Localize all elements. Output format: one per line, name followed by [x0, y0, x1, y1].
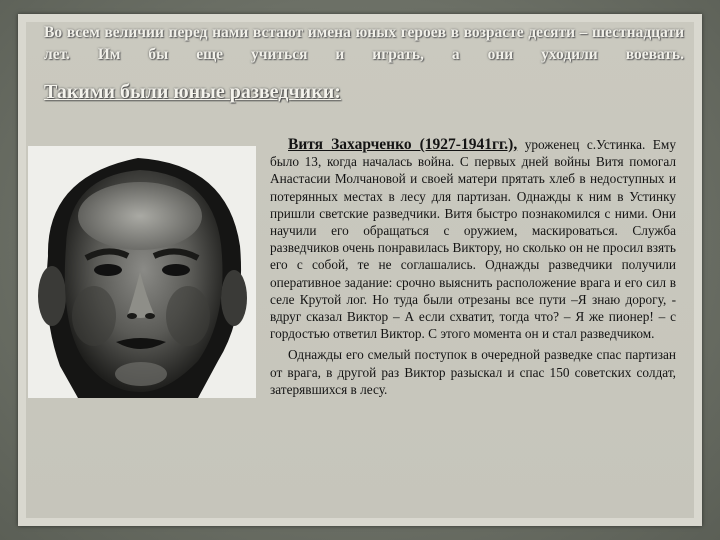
portrait-image	[28, 146, 256, 398]
hero-name: Витя Захарченко (1927-1941гг.),	[288, 136, 518, 153]
intro-heading: Во всем величии перед нами встают имена юных героев в возрасте десяти – шестнадцати лет. Им бы еще учиться и играть, а они уходили воевать.	[44, 24, 684, 63]
section-subtitle: Такими были юные разведчики:	[44, 81, 341, 103]
biography-paragraph-2: Однажды его смелый поступок в очередной разведке спас партизан от врага, в другой раз Виктор разыскал и спас 150 советских солдат, затерявшихся в лесу.	[270, 347, 676, 397]
portrait-photo	[28, 146, 256, 398]
biography-paragraph-1-body: уроженец с.Устинка. Ему было 13, когда началась война. С первых дней войны Витя помогал Анастасии Молчановой и своей матери прятать хлеб в недоступных и потерянных местах в лесу для партизан. Однажды к ним в Устинку пришли светские разведчики. Витя быстро познакомился с ними. Они научили его обращаться с оружием, маскироваться. Служба разведчиков очень понравилась Виктору, но сколько он не просил взять его с собой, те не соглашались. Однажды разведчики получили оперативное задание: срочно выяснить расположение врага и его сил в селе Крутой лог. Но туда были отрезаны все пути –Я знаю дорогу, - вдруг сказал Виктор – А если схватит, тогда что? – Я же пионер! – с гордостью ответил Виктор. С этого момента он и стал разведчиком.	[270, 137, 676, 342]
biography-text	[270, 136, 676, 398]
biography-paragraph-1	[270, 136, 676, 342]
